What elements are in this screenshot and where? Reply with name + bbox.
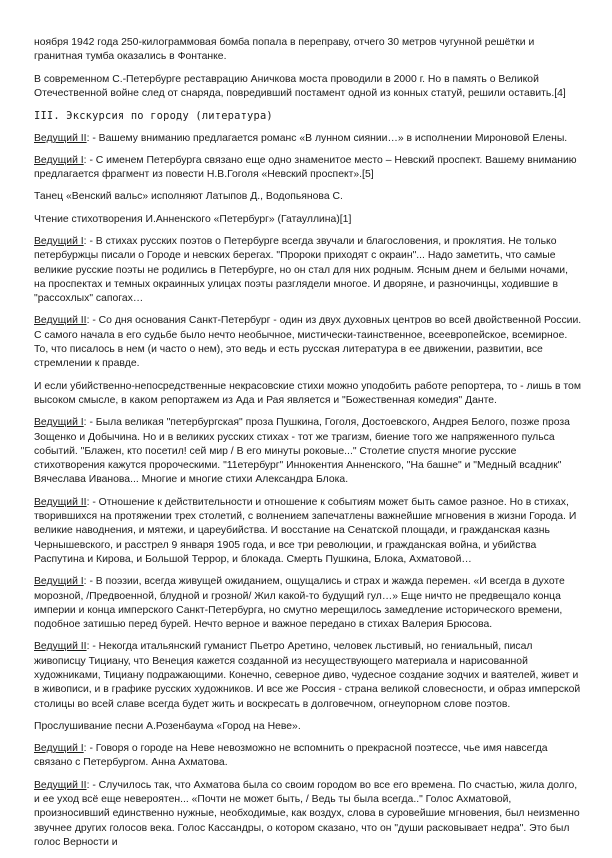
paragraph-text: : - Отношение к действительности и отношение к событиям может быть самое разное. Но в стихах, творившихся на протяжении трех столетий, с волнением запечатлены важнейшие мгновения в жизни Города. И великие наводнения, и мятежи, и цареубийства. И восстание на Сенатской площади, и гражданская казнь Чернышевского, и расстрел 9 января 1905 года, и все три революции, и гражданская война, и убийства Распутина и Кирова, и Большой Террор, и блокада. Смерть Пушкина, Блока, Ахматовой… xyxy=(34,496,577,565)
paragraph: ноября 1942 года 250-килограммовая бомба попала в переправу, отчего 30 метров чугунной решётки и гранитная тумба оказались в Фонтанке. xyxy=(34,37,535,63)
speaker-label: Ведущий I xyxy=(34,576,84,588)
paragraph xyxy=(34,154,582,183)
paragraph-text: : - Говоря о городе на Неве невозможно не вспомнить о прекрасной поэтессе, чье имя навсегда связано с Петербургом. Анна Ахматова. xyxy=(34,743,548,769)
paragraph: И если убийственно-непосредственные некрасовские стихи можно уподобить работе репортера, то - лишь в том высоком смысле, в каком репортажем из Ада и Рая является и "Божественная комедия" Данте. xyxy=(34,380,581,406)
document-page xyxy=(34,36,582,858)
paragraph: Чтение стихотворения И.Анненского «Петербург» (Гатауллина)[1] xyxy=(34,213,352,225)
speaker-label: Ведущий II xyxy=(34,496,87,508)
paragraph xyxy=(34,742,582,771)
paragraph-text: : - Вашему вниманию предлагается романс «В лунном сиянии…» в исполнении Мироновой Елены. xyxy=(86,133,568,145)
paragraph xyxy=(34,314,582,371)
paragraph-text: : - В поэзии, всегда живущей ожиданием, ощущались и страх и жажда перемен. «И всегда в духоте морозной, /Предвоенной, блудной и грозной/ Жил какой-то будущий гул…» Еще ничто не предвещало конца империи и конца имперского Санкт-Петербурга, но смутно мерещилось замедление исторического времени, подобное затишью перед бурей. Нечто верное и важное передано в стихах Валерия Брюсова. xyxy=(34,576,565,631)
paragraph: Прослушивание песни А.Розенбаума «Город на Неве». xyxy=(34,720,301,732)
paragraph-text: : - Со дня основания Санкт-Петербург - один из двух духовных центров во всей двойственной России. С самого начала в его судьбе было нечто необычное, мистически-таинственное, всеевропейское, всемирное. То, что писалось в нем (и часто о нем), это ведь и есть русская литература в ее движении, развитии, все стремлении к правде. xyxy=(34,315,582,370)
paragraph xyxy=(34,132,582,146)
paragraph-text: : - Некогда итальянский гуманист Пьетро Аретино, человек льстивый, но гениальный, писал живописцу Тициану, что Венеция кажется созданной из несуществующего материала и нарисованной художниками, Тициану подражающими. Конечно, северное диво, чудесное создание зодчих и ваятелей, живет и в живописи, и в графике русских художников. И все же Россия - страна великой словесности, и образ имперской столицы во всей славе всегда будет жить и воскресать в долговечном, огнеупорном слове поэтов. xyxy=(34,641,581,710)
speaker-label: Ведущий I xyxy=(34,154,84,166)
speaker-label: Ведущий II xyxy=(34,641,87,653)
paragraph xyxy=(34,640,582,711)
paragraph xyxy=(34,575,582,632)
speaker-label: Ведущий II xyxy=(34,133,87,145)
paragraph xyxy=(34,235,582,306)
speaker-label: Ведущий II xyxy=(34,315,87,327)
speaker-label: Ведущий II xyxy=(34,779,87,791)
paragraph-text: : - С именем Петербурга связано еще одно знаменитое место – Невский проспект. Вашему вниманию предлагается фрагмент из повести Н.В.Гоголя «Невский проспект».[5] xyxy=(34,154,577,181)
speaker-label: Ведущий I xyxy=(34,235,84,247)
paragraph: Танец «Венский вальс» исполняют Латыпов Д., Водопьянова С. xyxy=(34,191,343,203)
speaker-label: Ведущий I xyxy=(34,743,84,755)
speaker-label: Ведущий I xyxy=(34,417,84,429)
section-heading: III. Экскурсия по городу (литература) xyxy=(34,110,273,123)
paragraph-text: : - Была великая "петербургская" проза Пушкина, Гоголя, Достоевского, Андрея Белого, позже проза Зощенко и Добычина. Но и в великих русских стихах - тот же трагизм, биение того же напряженного пульса событий. "Блажен, кто посетил! сей мир / В его минуты роковые..." Столетие спустя многие русские стихотворения кажутся пророческими. "11етербург" Иннокентия Анненского, "На башне" и "Медный всадник" Вячеслава Иванова... Многие и многие стихи Александра Блока. xyxy=(34,417,570,486)
paragraph-text: : - В стихах русских поэтов о Петербурге всегда звучали и благословения, и проклятия. Не только петербуржцы писали о Городе и невских берегах. "Пророки приходят с окраин"... Надо заметить, что самые великие русские поэты не родились в Петербурге, но он стал для них родным. Ясным днем и белыми ночами, на проспектах и темных окраинных улицах поэты разглядели многое. И дворяне, и разночинцы, ходившие в "рассохлых" сапогах… xyxy=(34,235,568,305)
paragraph-text: : - Случилось так, что Ахматова была со своим городом во все его времена. По счастью, жила долго, и ее уход всё еще невероятен... «Почти не может быть, / Ведь ты была всегда.." Голос Ахматовой, произносивший единственно нужные, необходимые, как воздух, слова в суровейшие мгновения, был неизменно звучнее других голосов века. Голос Кассандры, о котором сказано, что он "души расковывает недра". Это был голос Верности и xyxy=(34,779,580,848)
paragraph: В современном С.-Петербурге реставрацию Аничкова моста проводили в 2000 г. Но в память о Великой Отечественной войне след от снаряда, повредивший постамент одной из конных статуй, решили оставить.[4] xyxy=(34,73,566,99)
paragraph xyxy=(34,496,582,567)
paragraph xyxy=(34,416,582,487)
paragraph xyxy=(34,779,582,850)
